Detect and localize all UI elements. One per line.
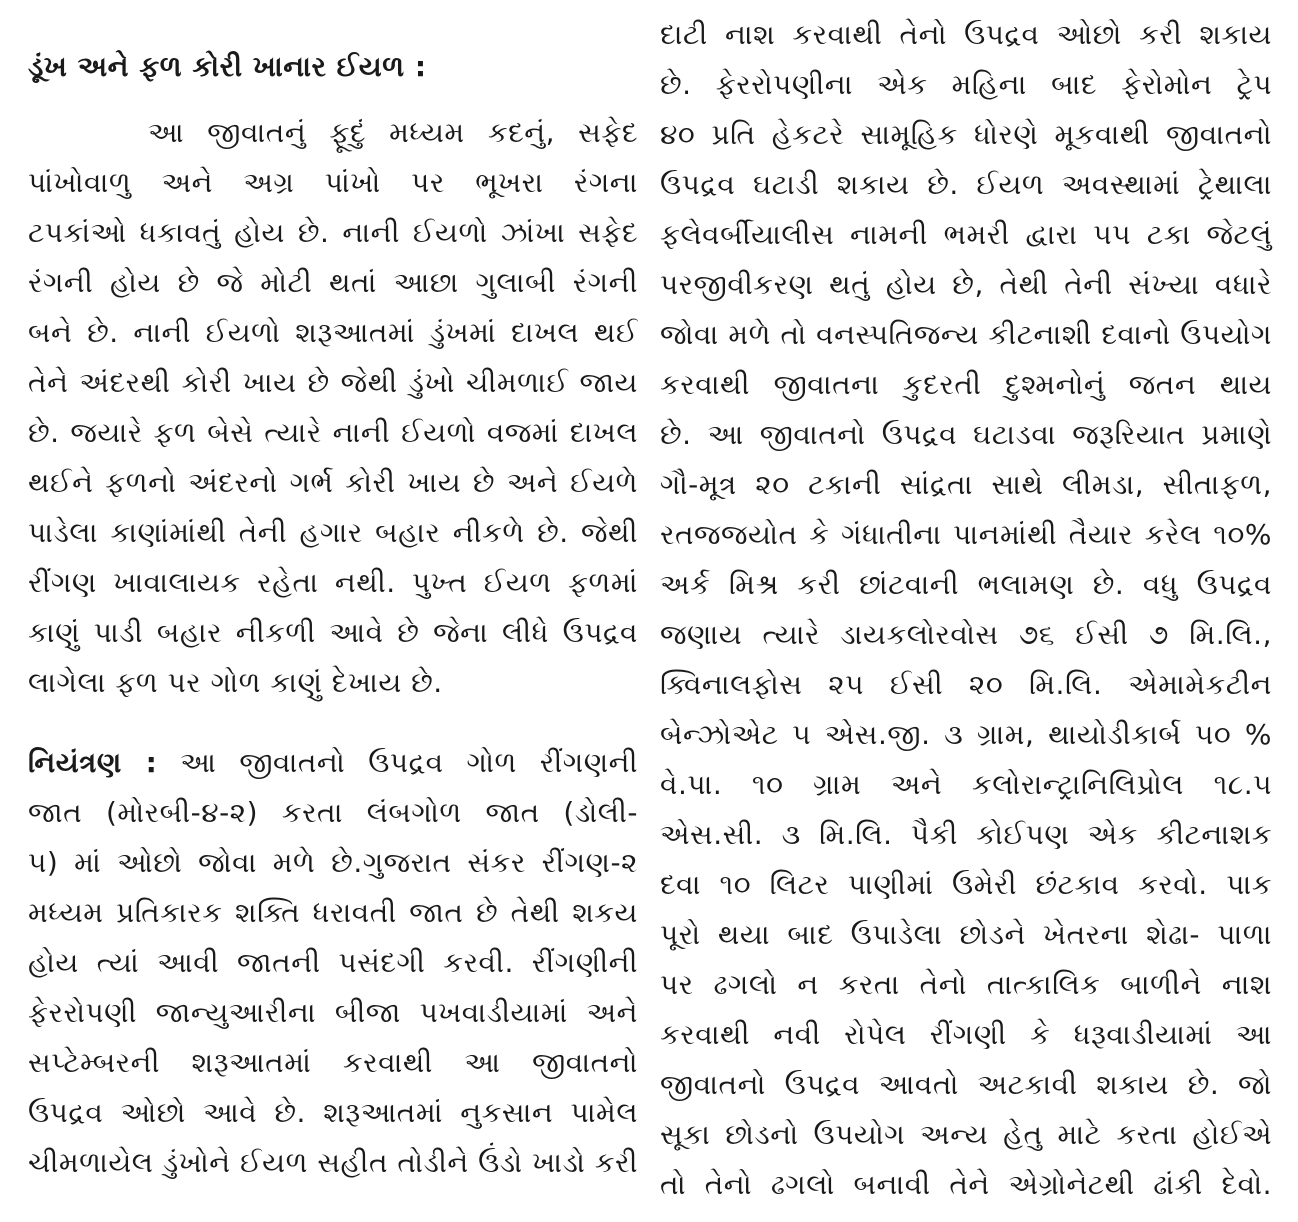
body-line: જોવા મળે તો વનસ્પતિજન્ય કીટનાશી દવાનો ઉપયોગ — [660, 318, 1272, 351]
body-line: હોય ત્યાં આવી જાતની પસંદગી કરવી. રીંગણીની — [28, 946, 638, 979]
body-line: ચીમળાયેલ ડુંખોને ઈયળ સહીત તોડીને ઉંડો ખાડો કરી — [28, 1146, 638, 1179]
body-line: ફેરરોપણી જાન્યુઆરીના બીજા પખવાડીયામાં અને — [28, 996, 638, 1029]
body-line: અર્ક મિશ્ર કરી છાંટવાની ભલામણ છે. વધુ ઉપદ્રવ — [660, 568, 1272, 601]
body-line: પરજીવીકરણ થતું હોય છે, તેથી તેની સંખ્યા વધારે — [660, 268, 1272, 301]
body-line: બને છે. નાની ઈયળો શરૂઆતમાં ડુંખમાં દાખલ થઈ — [28, 316, 638, 349]
body-line: પૂરો થયા બાદ ઉપાડેલા છોડને ખેતરના શેઢા- પાળા — [660, 918, 1272, 951]
body-line: રતજજયોત કે ગંધાતીના પાનમાંથી તૈયાર કરેલ ૧૦% — [660, 518, 1272, 551]
body-line: ગૌ-મૂત્ર ૨૦ ટકાની સાંદ્રતા સાથે લીમડા, સીતાફળ, — [660, 468, 1272, 501]
body-line: ફલેવર્બીયાલીસ નામની ભમરી દ્વારા ૫૫ ટકા જેટલું — [660, 218, 1272, 251]
body-line: ઉપદ્રવ ઘટાડી શકાય છે. ઈયળ અવસ્થામાં ટ્રેથાલા — [660, 168, 1272, 201]
body-line: પાડેલા કાણાંમાંથી તેની હગાર બહાર નીકળે છે. જેથી — [28, 516, 638, 549]
body-line: ટપકાંઓ ધકાવતું હોય છે. નાની ઈયળો ઝાંખા સફેદ — [28, 216, 638, 249]
body-line: જાત (મોરબી-૪-૨) કરતા લંબગોળ જાત (ડોલી- — [28, 796, 638, 829]
control-first-line — [28, 738, 638, 788]
body-line: જીવાતનો ઉપદ્રવ આવતો અટકાવી શકાય છે. જો — [660, 1068, 1272, 1101]
body-line: પાંખોવાળુ અને અગ્ર પાંખો પર ભૂખરા રંગના — [28, 166, 638, 199]
body-line: ઉપદ્રવ ઓછો આવે છે. શરૂઆતમાં નુકસાન પામેલ — [28, 1096, 638, 1129]
body-line: દાટી નાશ કરવાથી તેનો ઉપદ્રવ ઓછો કરી શકાય — [660, 18, 1272, 51]
section-heading: ડૂંખ અને ફળ કોરી ખાનાર ઈયળ : — [28, 50, 427, 83]
body-line: થઈને ફળનો અંદરનો ગર્ભ કોરી ખાય છે અને ઈયળે — [28, 466, 638, 499]
body-line: છે. આ જીવાતનો ઉપદ્રવ ઘટાડવા જરૂરિયાત પ્રમાણે — [660, 418, 1272, 451]
body-line: કરવાથી નવી રોપેલ રીંગણી કે ધરૂવાડીયામાં આ — [660, 1018, 1272, 1051]
body-line: કરવાથી જીવાતના કુદરતી દુશ્મનોનું જતન થાય — [660, 368, 1272, 401]
body-line: પર ઢગલો ન કરતા તેનો તાત્કાલિક બાળીને નાશ — [660, 968, 1272, 1001]
body-line: જણાય ત્યારે ડાયકલોરવોસ ૭૬ ઈસી ૭ મિ.લિ., — [660, 618, 1272, 651]
body-line: દવા ૧૦ લિટર પાણીમાં ઉમેરી છંટકાવ કરવો. પાક — [660, 868, 1272, 901]
body-line: ૪૦ પ્રતિ હેકટરે સામૂહિક ધોરણે મૂકવાથી જીવાતનો — [660, 118, 1272, 151]
body-line: આ જીવાતનું ફૂદું મધ્યમ કદનું, સફેદ — [148, 116, 638, 149]
body-line: છે. ફેરરોપણીના એક મહિના બાદ ફેરોમોન ટ્રેપ — [660, 68, 1272, 101]
body-line: મધ્યમ પ્રતિકારક શક્તિ ધરાવતી જાત છે તેથી શકય — [28, 896, 638, 929]
body-line: કાણું પાડી બહાર નીકળી આવે છે જેના લીધે ઉપદ્રવ — [28, 616, 638, 649]
body-line: તો તેનો ઢગલો બનાવી તેને એગ્રોનેટથી ઢાંકી દેવો. — [660, 1168, 1272, 1201]
body-line: રીંગણ ખાવાલાયક રહેતા નથી. પુખ્ત ઈયળ ફળમાં — [28, 566, 638, 599]
body-line: ૫) માં ઓછો જોવા મળે છે.ગુજરાત સંકર રીંગણ-૨ — [28, 846, 638, 879]
body-line: સપ્ટેમ્બરની શરૂઆતમાં કરવાથી આ જીવાતનો — [28, 1046, 638, 1079]
body-line: લાગેલા ફળ પર ગોળ કાણું દેખાય છે. — [28, 666, 443, 699]
body-line: રંગની હોય છે જે મોટી થતાં આછા ગુલાબી રંગની — [28, 266, 638, 299]
body-line: સૂકા છોડનો ઉપયોગ અન્ય હેતુ માટે કરતા હોઈએ — [660, 1118, 1272, 1151]
control-first-text: આ જીવાતનો ઉપદ્રવ ગોળ રીંગણની — [180, 746, 638, 779]
body-line: બેન્ઝોએટ ૫ એસ.જી. ૩ ગ્રામ, થાયોડીકાર્બ ૫૦ % — [660, 718, 1272, 751]
body-line: એસ.સી. ૩ મિ.લિ. પૈકી કોઈપણ એક કીટનાશક — [660, 818, 1272, 851]
body-line: ક્વિનાલફોસ ૨૫ ઈસી ૨૦ મિ.લિ. એમામેકટીન — [660, 668, 1272, 701]
body-line: તેને અંદરથી કોરી ખાય છે જેથી ડુંખો ચીમળાઈ જાય — [28, 366, 638, 399]
control-label: નિયંત્રણ : — [28, 746, 158, 779]
body-line: છે. જયારે ફળ બેસે ત્યારે નાની ઈયળો વજમાં દાખલ — [28, 416, 638, 449]
body-line: વે.પા. ૧૦ ગ્રામ અને કલોરાન્ટ્રાનિલિપ્રોલ ૧૮.૫ — [660, 768, 1272, 801]
